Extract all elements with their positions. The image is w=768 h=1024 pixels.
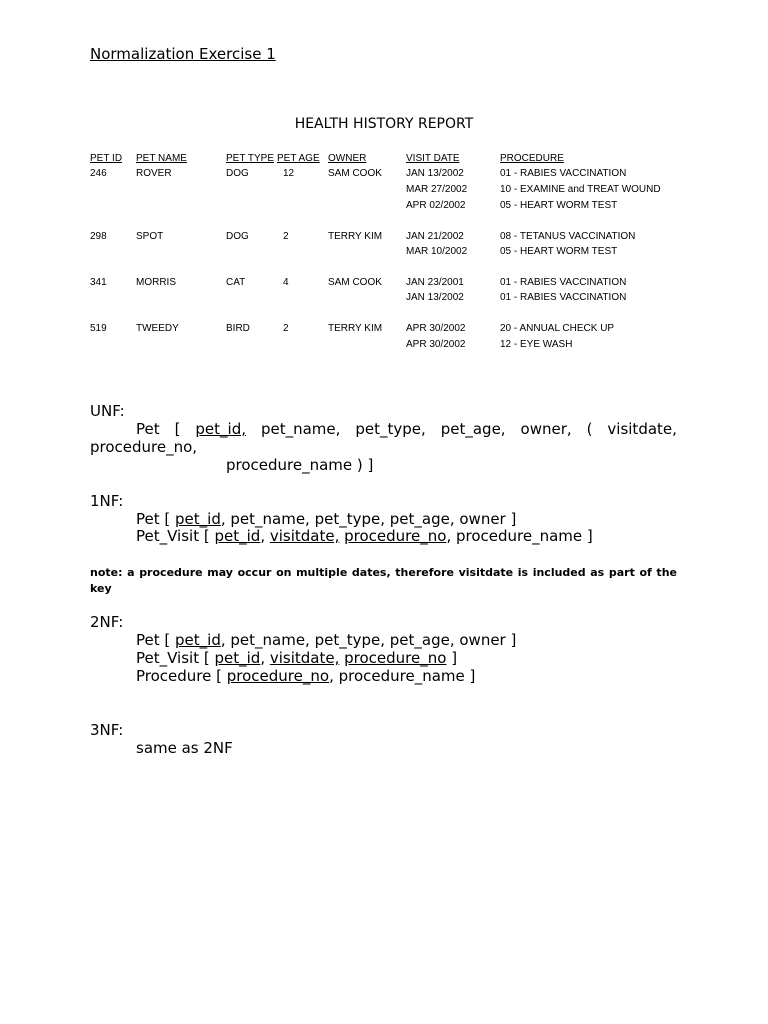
unf-word: pet_type, xyxy=(355,420,426,438)
nf1-pet-relation: Pet [ pet_id, pet_name, pet_type, pet_age, owner ] xyxy=(136,510,517,528)
unf-key-pet-id: pet_id, xyxy=(195,420,246,438)
key-pet-id: pet_id xyxy=(175,631,221,649)
key-note: note: a procedure may occur on multiple dates, therefore visitdate is included as part of the key xyxy=(90,566,677,595)
cell-pet-id: 298 xyxy=(90,231,107,242)
cell-visit-date: MAR 10/2002 xyxy=(406,246,468,257)
report-title: HEALTH HISTORY REPORT xyxy=(294,116,474,132)
key-visitdate: visitdate, xyxy=(269,527,340,545)
unf-line-3: procedure_name ) ] xyxy=(226,456,374,474)
nf3-text: same as 2NF xyxy=(136,739,233,757)
unf-label: UNF: xyxy=(90,402,125,420)
cell-pet-age: 2 xyxy=(283,231,289,242)
nf1-pet-visit-relation: Pet_Visit [ pet_id, visitdate, procedure_no, procedure_name ] xyxy=(136,527,593,545)
key-pet-id: pet_id xyxy=(214,649,261,667)
cell-visit-date: JAN 23/2001 xyxy=(406,277,464,288)
nf2-procedure-relation: Procedure [ procedure_no, procedure_name ] xyxy=(136,667,476,685)
cell-visit-date: APR 02/2002 xyxy=(406,200,466,211)
nf3-label: 3NF: xyxy=(90,721,124,739)
cell-procedure: 10 - EXAMINE and TREAT WOUND xyxy=(500,184,661,195)
unf-word: visitdate, xyxy=(607,420,677,438)
cell-procedure: 08 - TETANUS VACCINATION xyxy=(500,231,636,242)
cell-procedure: 01 - RABIES VACCINATION xyxy=(500,277,627,288)
header-pet-type: PET TYPE xyxy=(226,153,274,164)
cell-visit-date: JAN 13/2002 xyxy=(406,292,464,303)
key-pet-id: pet_id xyxy=(175,510,221,528)
cell-visit-date: APR 30/2002 xyxy=(406,323,466,334)
unf-word: pet_name, xyxy=(260,420,341,438)
unf-word-key xyxy=(195,420,246,438)
cell-visit-date: JAN 21/2002 xyxy=(406,231,464,242)
unf-word: ( xyxy=(586,420,593,438)
nf1-label: 1NF: xyxy=(90,492,124,510)
cell-procedure: 20 - ANNUAL CHECK UP xyxy=(500,323,615,334)
nf2-label: 2NF: xyxy=(90,613,124,631)
cell-owner: TERRY KIM xyxy=(328,231,383,242)
key-pet-id: pet_id xyxy=(214,527,261,545)
key-procedure-no: procedure_no xyxy=(344,649,447,667)
key-procedure-no: procedure_no xyxy=(226,667,330,685)
nf2-pet-visit-relation: Pet_Visit [ pet_id, visitdate, procedure_no ] xyxy=(136,649,458,667)
cell-procedure: 01 - RABIES VACCINATION xyxy=(500,168,627,179)
cell-pet-name: ROVER xyxy=(136,168,172,179)
unf-word: [ xyxy=(174,420,181,438)
unf-word: owner, xyxy=(520,420,572,438)
cell-visit-date: MAR 27/2002 xyxy=(406,184,468,195)
unf-word: Pet xyxy=(136,420,160,438)
cell-procedure: 05 - HEART WORM TEST xyxy=(500,246,618,257)
cell-pet-type: CAT xyxy=(226,277,246,288)
header-owner: OWNER xyxy=(328,153,367,164)
cell-visit-date: APR 30/2002 xyxy=(406,339,466,350)
cell-procedure: 01 - RABIES VACCINATION xyxy=(500,292,627,303)
header-pet-age: PET AGE xyxy=(277,153,320,164)
cell-pet-type: DOG xyxy=(226,168,249,179)
cell-pet-id: 519 xyxy=(90,323,107,334)
nf2-pet-relation: Pet [ pet_id, pet_name, pet_type, pet_age, owner ] xyxy=(136,631,517,649)
header-procedure: PROCEDURE xyxy=(500,153,564,164)
cell-pet-id: 246 xyxy=(90,168,107,179)
header-visit-date: VISIT DATE xyxy=(406,153,460,164)
cell-pet-name: MORRIS xyxy=(136,277,176,288)
header-pet-name: PET NAME xyxy=(136,153,187,164)
cell-pet-type: DOG xyxy=(226,231,249,242)
cell-pet-id: 341 xyxy=(90,277,107,288)
key-visitdate: visitdate, xyxy=(269,649,340,667)
unf-line-1 xyxy=(136,420,677,438)
document-title: Normalization Exercise 1 xyxy=(90,45,276,63)
cell-pet-name: TWEEDY xyxy=(136,323,179,334)
unf-line-2: procedure_no, xyxy=(90,438,198,456)
cell-visit-date: JAN 13/2002 xyxy=(406,168,464,179)
cell-pet-type: BIRD xyxy=(226,323,250,334)
cell-owner: TERRY KIM xyxy=(328,323,383,334)
cell-pet-age: 2 xyxy=(283,323,289,334)
cell-owner: SAM COOK xyxy=(328,277,382,288)
cell-pet-age: 4 xyxy=(283,277,289,288)
cell-procedure: 05 - HEART WORM TEST xyxy=(500,200,618,211)
key-procedure-no: procedure_no xyxy=(344,527,447,545)
cell-pet-name: SPOT xyxy=(136,231,164,242)
cell-owner: SAM COOK xyxy=(328,168,382,179)
cell-procedure: 12 - EYE WASH xyxy=(500,339,573,350)
header-pet-id: PET ID xyxy=(90,153,123,164)
cell-pet-age: 12 xyxy=(283,168,295,179)
unf-word: pet_age, xyxy=(440,420,506,438)
